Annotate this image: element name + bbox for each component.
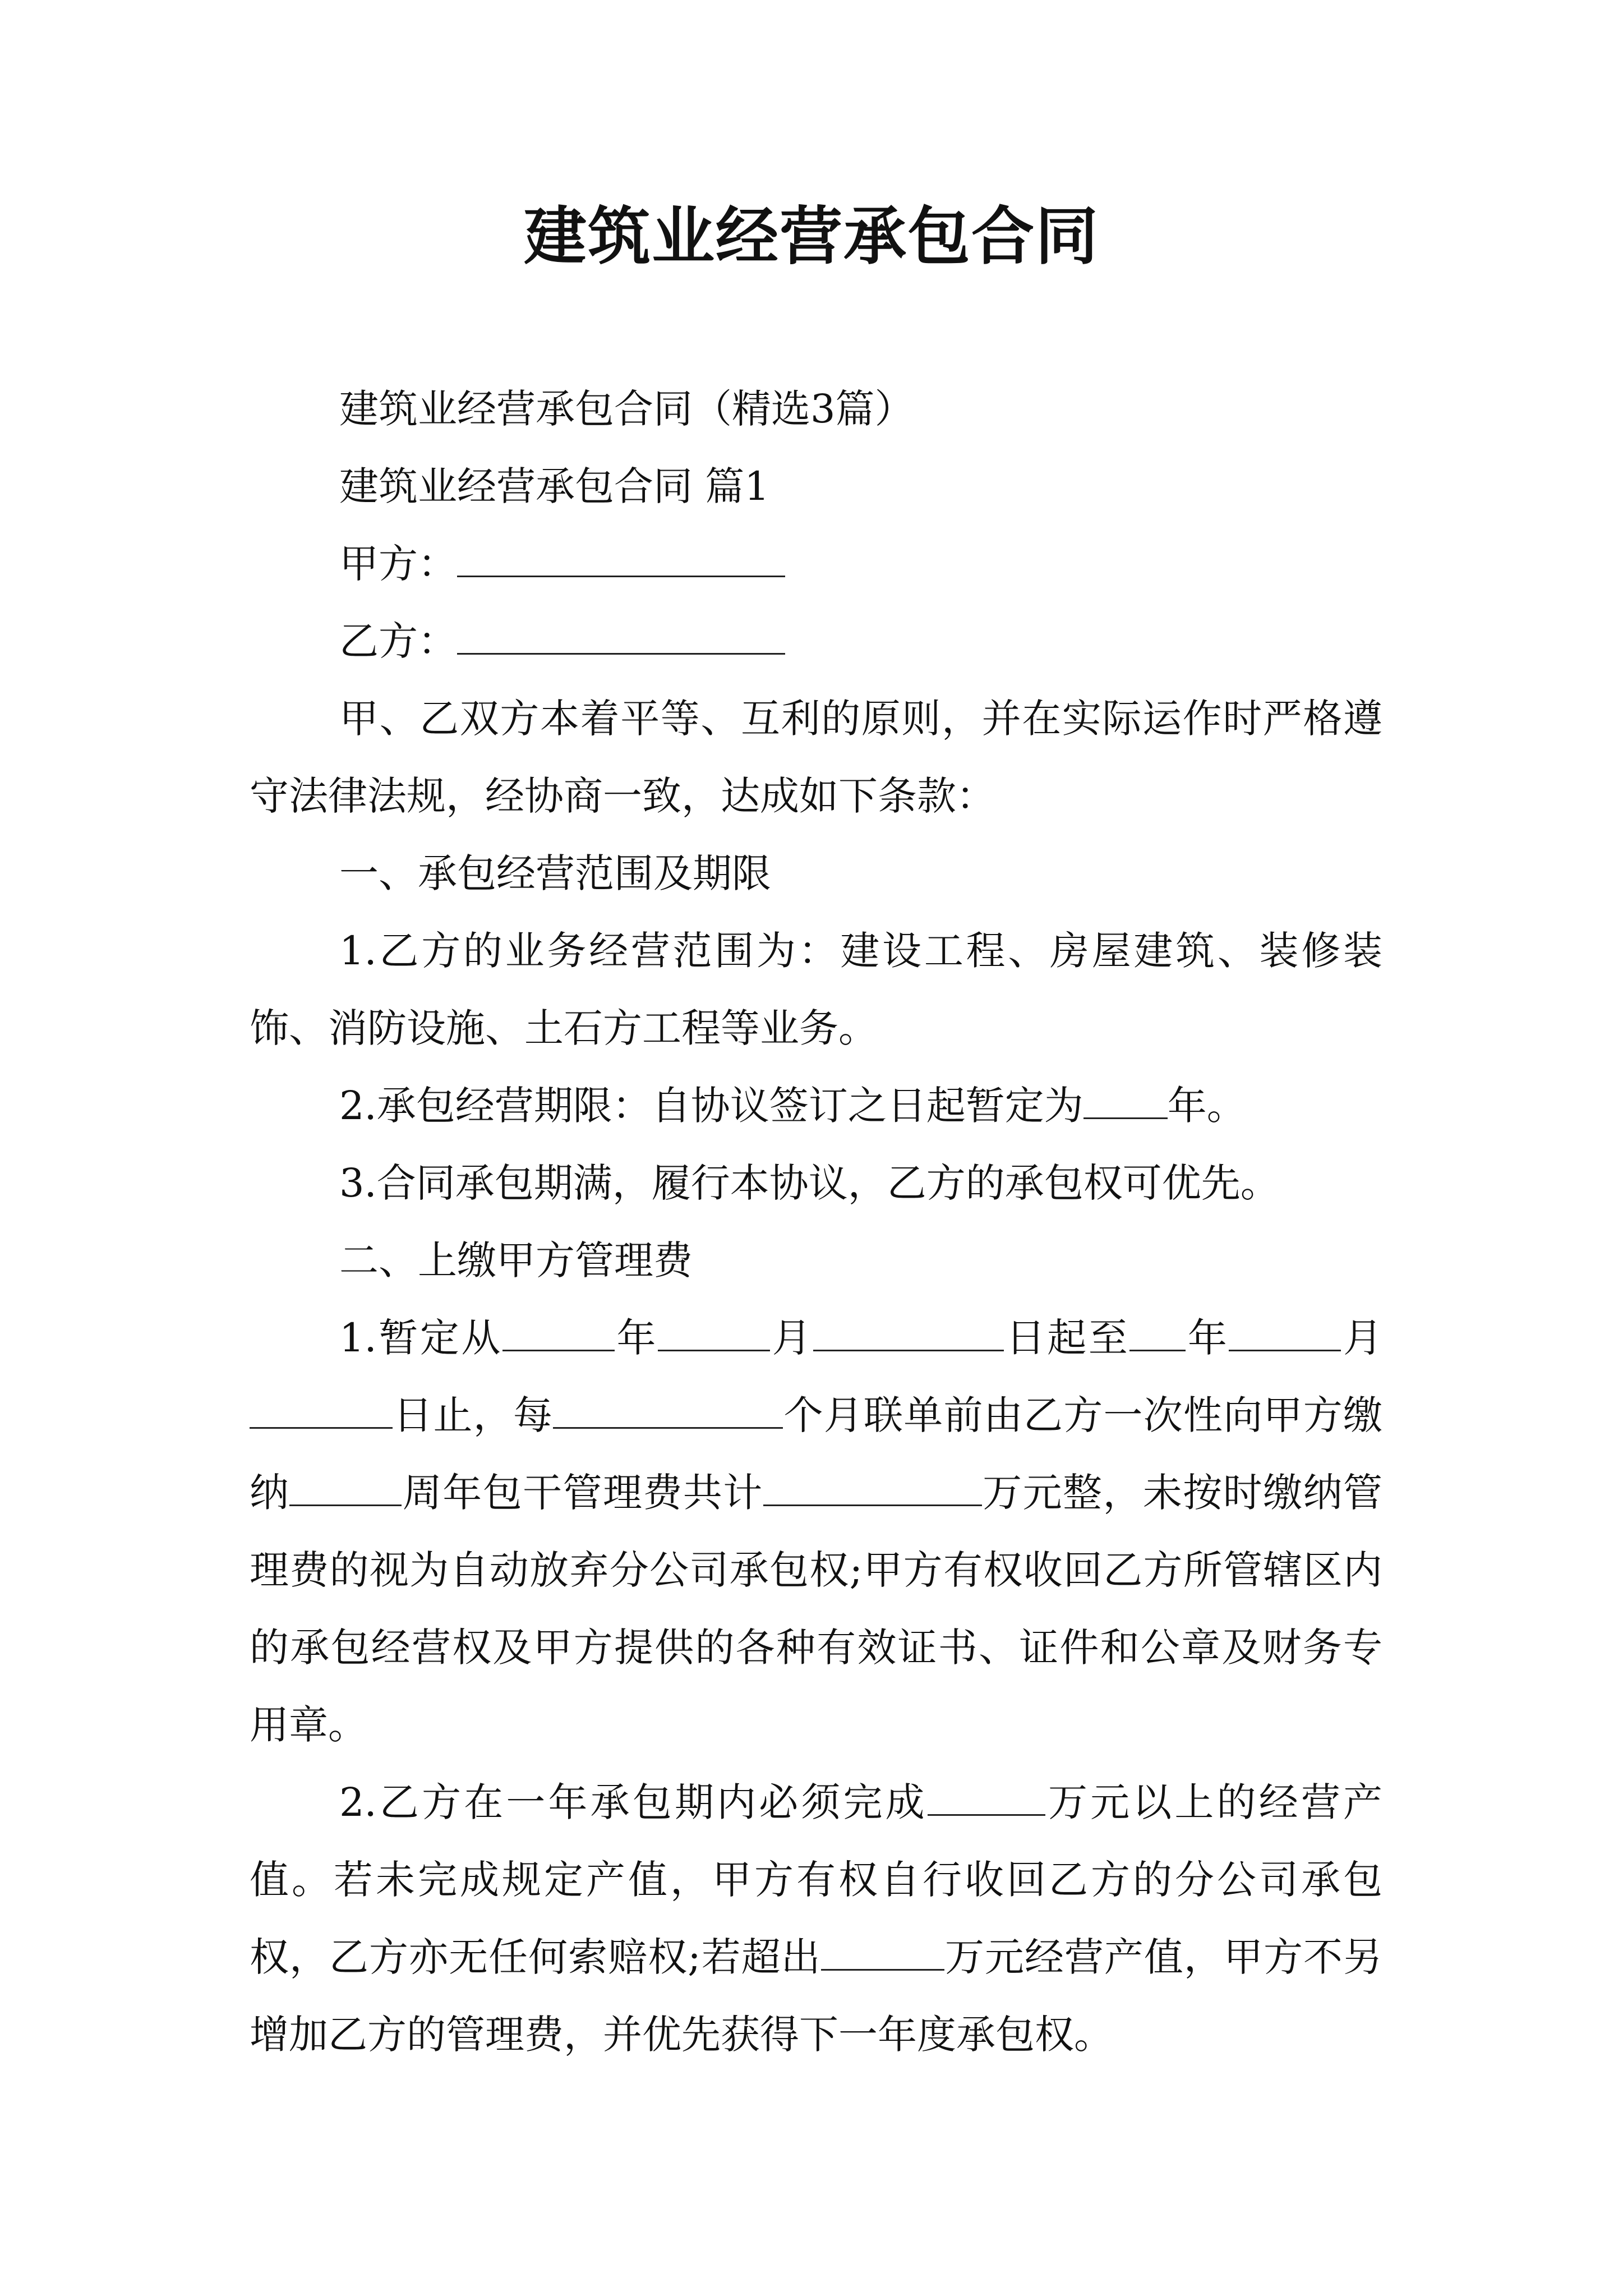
s2-item1-text-i: 周年包干管理费共计 (402, 1470, 763, 1516)
part-heading: 建筑业经营承包合同 篇1 (339, 463, 769, 509)
s2-item1-text-e: 年 (1186, 1315, 1229, 1361)
s2-item1-text-c: 月 (770, 1315, 814, 1361)
start-day-blank (813, 1316, 1004, 1351)
section-2-item-2 (250, 1764, 1382, 2073)
s2-item1-text-a: 1.暂定从 (339, 1315, 502, 1361)
s2-item1-text-g: 日止，每 (393, 1392, 554, 1438)
s2-item1-text-d: 日起至 (1004, 1315, 1130, 1361)
party-b-line (250, 602, 1382, 680)
subtitle: 建筑业经营承包合同（精选3篇） (339, 386, 914, 432)
anniversary-blank (289, 1471, 402, 1506)
months-blank (553, 1393, 783, 1429)
s2-item2-text-a: 2.乙方在一年承包期内必须完成 (339, 1779, 928, 1825)
end-year-blank (1129, 1316, 1186, 1351)
party-a-line (250, 525, 1382, 602)
party-b-blank (457, 619, 785, 655)
party-a-label: 甲方： (339, 541, 457, 587)
section-2-heading: 二、上缴甲方管理费 (339, 1237, 693, 1283)
start-year-blank (502, 1316, 615, 1351)
term-years-blank (1083, 1084, 1168, 1119)
s2-item1-text-h: 个月联单前由乙方一次性向甲方缴纳 (250, 1392, 1382, 1516)
intro-paragraph: 甲、乙双方本着平等、互利的原则，并在实际运作时严格遵守法律法规，经协商一致，达成如下条款： (250, 696, 1382, 819)
section-2-item-1 (250, 1299, 1382, 1764)
s1-item2-text-b: 年。 (1167, 1083, 1246, 1129)
end-day-blank (250, 1393, 393, 1429)
s1-item2-text-a: 2.承包经营期限：自协议签订之日起暂定为 (339, 1083, 1083, 1129)
end-month-blank-a (1229, 1316, 1341, 1351)
party-a-blank (457, 542, 785, 577)
section-1-heading: 一、承包经营范围及期限 (339, 850, 771, 896)
output-exceed-blank (821, 1935, 944, 1971)
document-body (250, 370, 1382, 2073)
section-1-item-3: 3.合同承包期满，履行本协议，乙方的承包权可优先。 (339, 1160, 1280, 1206)
s2-item2-text-c: 万元经营产值，甲方不另增加乙方的管理费，并优先获得下一年度承包权。 (250, 1934, 1382, 2058)
s2-item1-text-j: 万元整，未按时缴纳管理费的视为自动放弃分公司承包权;甲方有权收回乙方所管辖区内的承包经营权及甲方提供的各种有效证书、证件和公章及财务专用章。 (250, 1470, 1383, 1748)
s2-item1-text-f: 月 (1341, 1315, 1382, 1361)
document-title: 建筑业经营承包合同 (524, 200, 1099, 273)
section-1-item-2 (250, 1067, 1382, 1144)
section-1-item-1: 1.乙方的业务经营范围为：建设工程、房屋建筑、装修装饰、消防设施、土石方工程等业务。 (250, 928, 1382, 1051)
start-month-blank (658, 1316, 770, 1351)
party-b-label: 乙方： (339, 618, 457, 664)
s2-item1-text-b: 年 (614, 1315, 658, 1361)
s2-item2-text-b: 万元以上的经营产值。若未完成规定产值，甲方有权自行收回乙方的分公司承包权，乙方亦无任何索赔权;若超出 (250, 1779, 1382, 1980)
output-target-blank (928, 1780, 1045, 1816)
fee-amount-blank (763, 1471, 982, 1506)
